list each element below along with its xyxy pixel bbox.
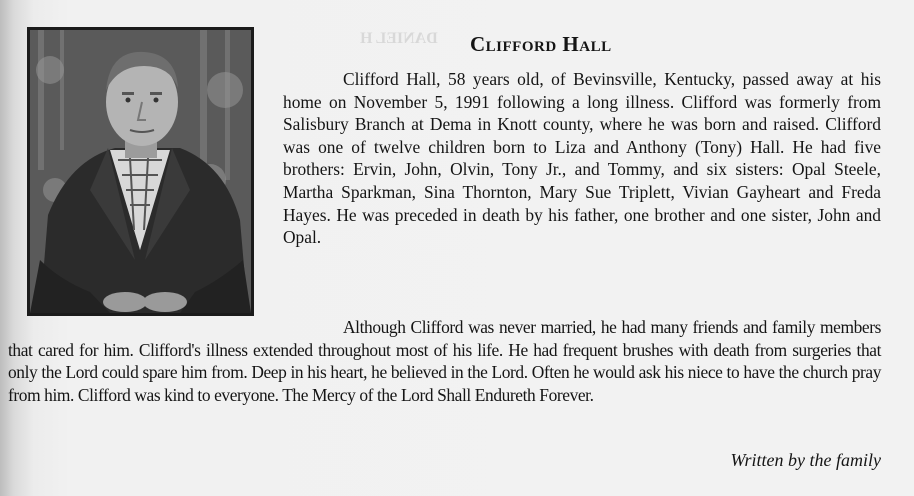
paragraph-1: Clifford Hall, 58 years old, of Bevinsville, Kentucky, passed away at his home on November 5, 1991 following a long illness. Clifford was formerly from Salisbury Branch at Dema in Knott county, where he was born and raised. Clifford was one of twelve children born to Liza and Anthony (Tony) Hall. He had five brothers: Ervin, John, Olvin, Tony Jr., and Tommy, and six sisters: Opal Steele, Martha Sparkman, Sina Thornton, Mary Sue Triplett, Vivian Gayheart and Freda Hayes. He was preceded in death by his father, one brother and one sister, John and Opal.	[283, 69, 881, 248]
portrait-illustration	[30, 30, 251, 313]
portrait-photo	[27, 27, 254, 316]
bleed-through-text: DANIEL H	[360, 30, 438, 47]
signature-line: Written by the family	[730, 450, 881, 470]
paragraph-2: Although Clifford was never married, he had many friends and family members that cared for him. Clifford's illness extended throughout most of his life. He had frequent brushes with death from surgeries that only the Lord could spare him from. Deep in his heart, he believed in the Lord. Often he would ask his niece to have the church pray from him. Clifford was kind to everyone. The Mercy of the Lord Shall Endureth Forever.	[8, 317, 881, 405]
obituary-title: Clifford Hall	[470, 32, 612, 56]
